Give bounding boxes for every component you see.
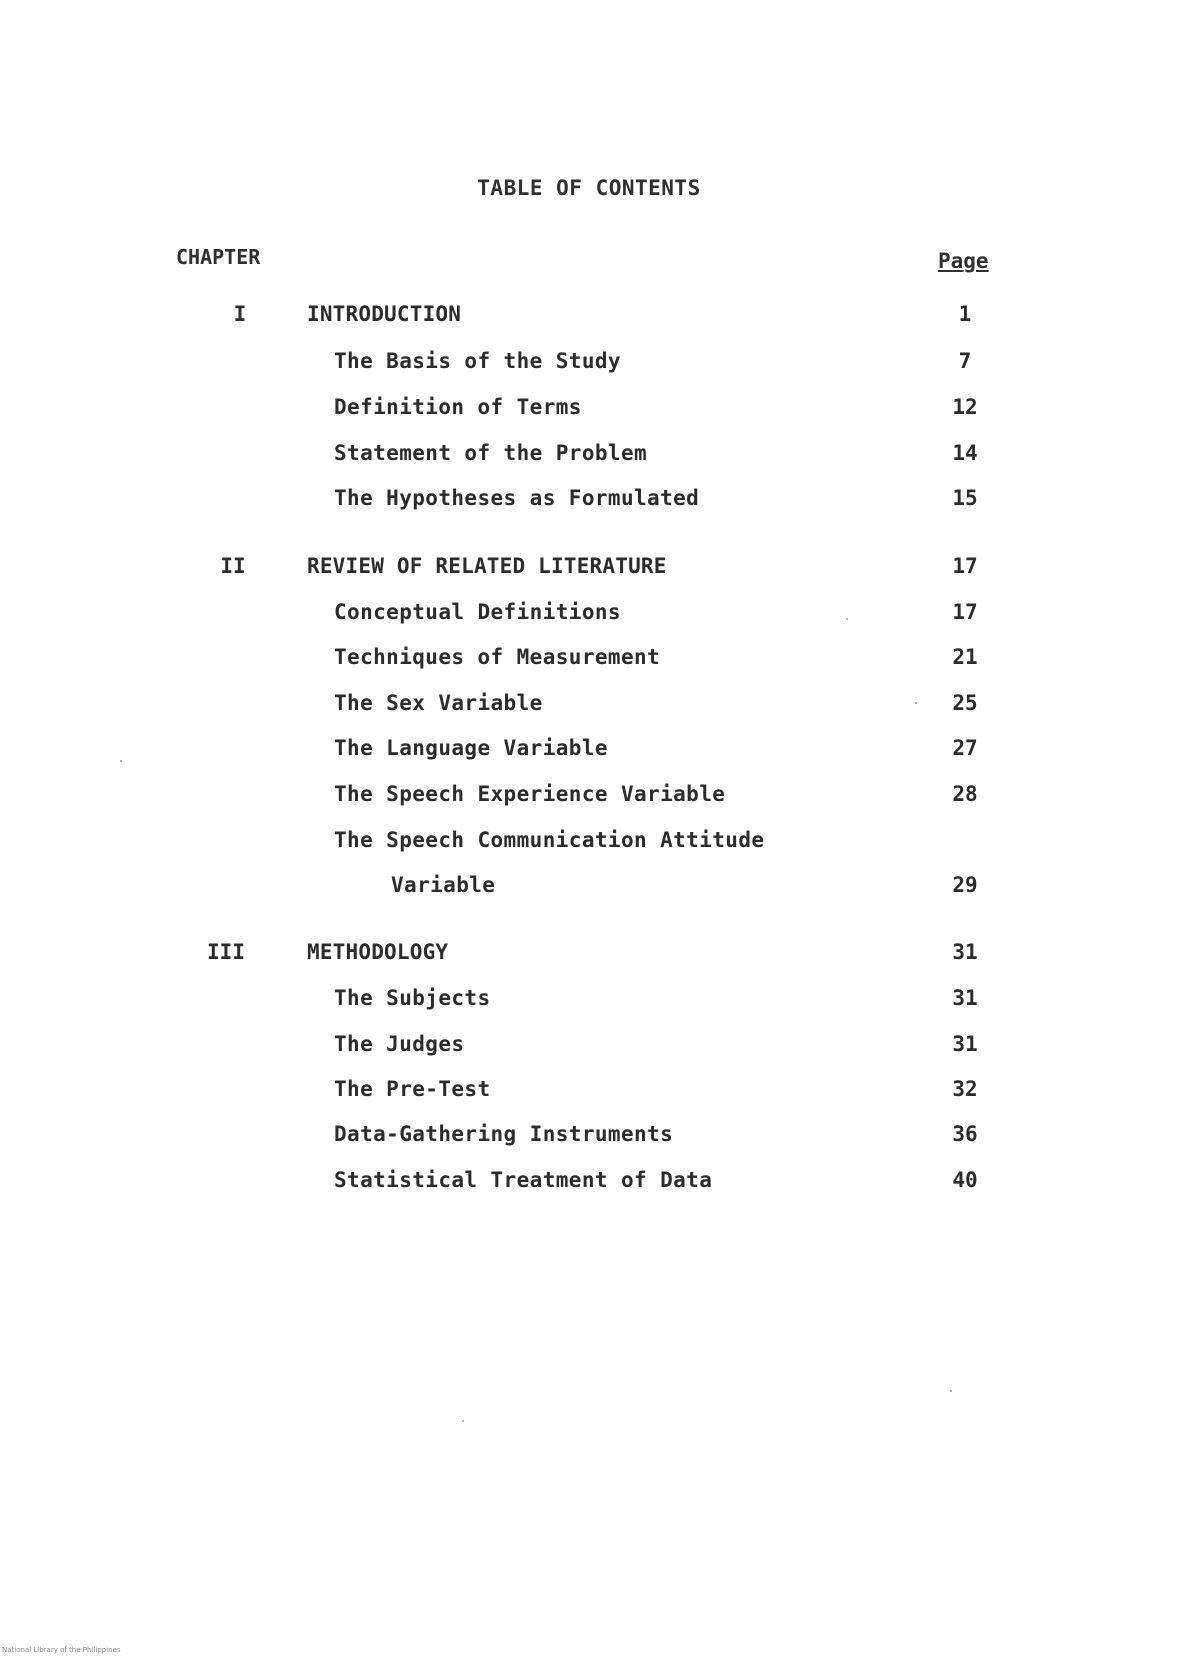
page-number: 12 <box>952 395 978 419</box>
toc-entry-chapter-3 <box>0 940 1178 970</box>
toc-entry-chapter-1 <box>0 302 1178 332</box>
section-title: Conceptual Definitions <box>334 600 621 624</box>
chapter-title: REVIEW OF RELATED LITERATURE <box>307 554 667 578</box>
section-title: The Judges <box>334 1032 465 1056</box>
section-title: Definition of Terms <box>334 395 582 419</box>
scan-speck <box>950 1390 952 1392</box>
scan-speck <box>462 1420 464 1422</box>
section-title: The Speech Experience Variable <box>334 782 726 806</box>
chapter-number: II <box>220 554 246 578</box>
page-title: TABLE OF CONTENTS <box>477 176 701 200</box>
section-title: Statement of the Problem <box>334 441 648 465</box>
section-title: The Language Variable <box>334 736 608 760</box>
toc-entry <box>0 828 1178 858</box>
toc-entry <box>0 1122 1178 1152</box>
toc-entry <box>0 986 1178 1016</box>
page-number: 1 <box>958 302 972 326</box>
toc-entry <box>0 1032 1178 1062</box>
page-column-header: Page <box>938 249 989 273</box>
section-title: The Sex Variable <box>334 691 543 715</box>
toc-entry <box>0 441 1178 471</box>
toc-entry <box>0 349 1178 379</box>
toc-entry <box>0 486 1178 516</box>
page-number: 14 <box>952 441 978 465</box>
page-number: 25 <box>952 691 978 715</box>
page-number: 17 <box>952 600 978 624</box>
section-title: The Speech Communication Attitude <box>334 828 765 852</box>
page-number: 28 <box>952 782 978 806</box>
scan-footer: National Library of the Philippines <box>2 1646 121 1654</box>
page-number: 15 <box>952 486 978 510</box>
section-title: Statistical Treatment of Data <box>334 1168 713 1192</box>
toc-entry <box>0 645 1178 675</box>
page-number: 31 <box>952 1032 978 1056</box>
section-title: The Hypotheses as Formulated <box>334 486 700 510</box>
chapter-title: INTRODUCTION <box>307 302 462 326</box>
page-number: 21 <box>952 645 978 669</box>
toc-entry <box>0 736 1178 766</box>
toc-entry <box>0 1168 1178 1198</box>
scan-speck <box>915 702 917 704</box>
scan-speck <box>120 760 122 762</box>
section-title: The Subjects <box>334 986 491 1010</box>
section-title: Techniques of Measurement <box>334 645 661 669</box>
page-number: 31 <box>952 986 978 1010</box>
toc-entry <box>0 782 1178 812</box>
chapter-title: METHODOLOGY <box>307 940 449 964</box>
chapter-column-header: CHAPTER <box>176 245 261 269</box>
section-title: Variable <box>391 873 496 897</box>
section-title: The Pre-Test <box>334 1077 491 1101</box>
toc-entry <box>0 395 1178 425</box>
page-number: 29 <box>952 873 978 897</box>
section-title: Data-Gathering Instruments <box>334 1122 674 1146</box>
scan-speck <box>846 618 848 620</box>
toc-entry <box>0 600 1178 630</box>
toc-entry <box>0 1077 1178 1107</box>
toc-entry-continuation <box>0 873 1178 903</box>
page-number: 27 <box>952 736 978 760</box>
page-number: 31 <box>952 940 978 964</box>
page-number: 7 <box>958 349 972 373</box>
section-title: The Basis of the Study <box>334 349 621 373</box>
page-number: 32 <box>952 1077 978 1101</box>
page-number: 40 <box>952 1168 978 1192</box>
toc-entry <box>0 691 1178 721</box>
page-number: 36 <box>952 1122 978 1146</box>
chapter-number: III <box>207 940 245 964</box>
page-number: 17 <box>952 554 978 578</box>
toc-entry-chapter-2 <box>0 554 1178 584</box>
chapter-number: I <box>233 302 247 326</box>
